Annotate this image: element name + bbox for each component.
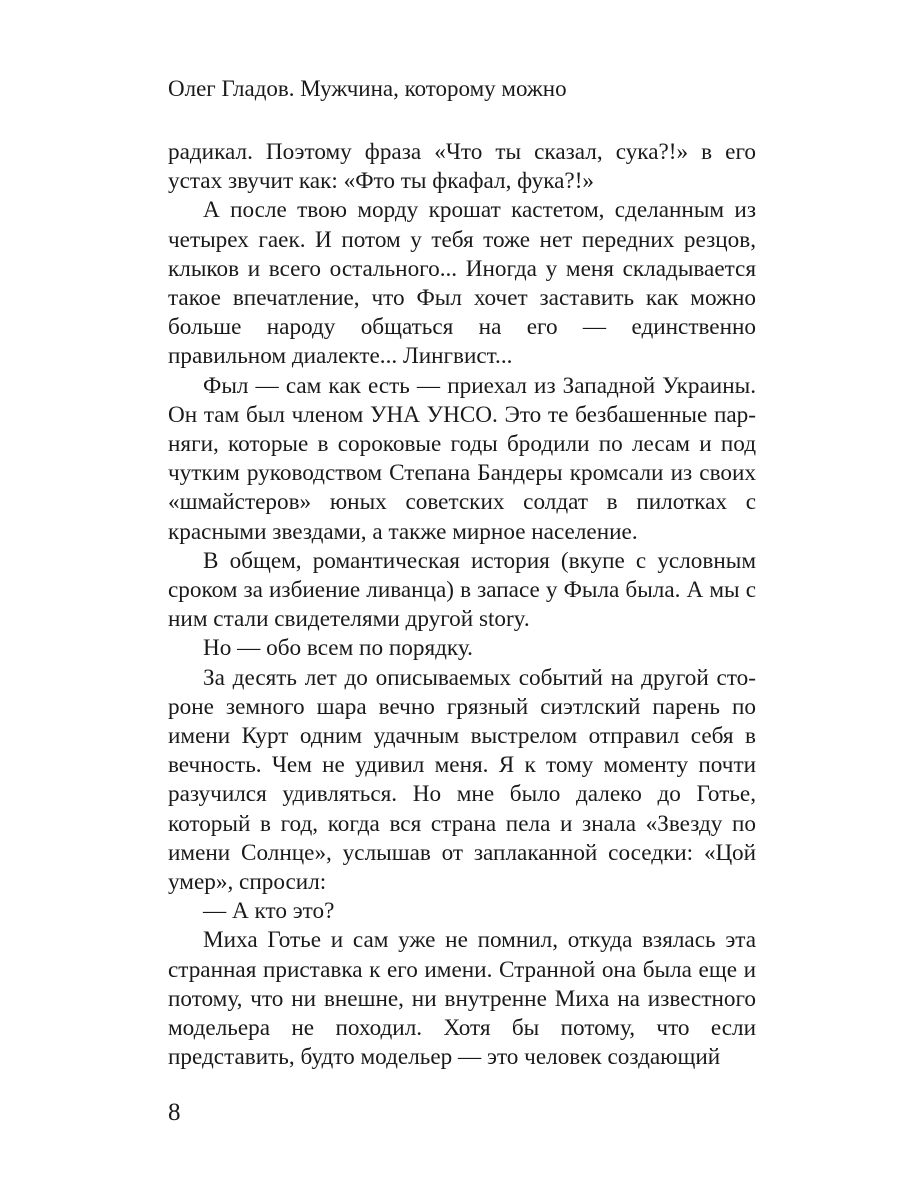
paragraph-6: За десять лет до описываемых событий на другой стороне земного шара вечно грязный сиэтлский парень по имени Курт одним удачным выстрелом отправил себя в вечность. Чем не удивил меня. Я к тому моменту почти разучился удивляться. Но мне было далеко до Готье, который в год, когда вся страна пела и знала «Звезду по имени Солнце», услышав от заплаканной соседки: «Цой умер», спросил: <box>168 664 756 896</box>
paragraph-1: радикал. Поэтому фраза «Что ты сказал, сука?!» в его устах звучит как: «Фто ты фкафал, фука?!» <box>168 139 756 195</box>
paragraph-8: Миха Готье и сам уже не помнил, откуда взялась эта странная приставка к его имени. Странной она была еще и потому, что ни внешне, ни внутренне Миха на известного модельера не походил. Хотя бы потому, что если представить, будто модельер — это человек создающий <box>168 927 756 1071</box>
paragraph-2: А после твою морду крошат кастетом, сделанным из четырех гаек. И потом у тебя тоже нет передних резцов, клыков и всего остального... Иногда у меня складывается такое впечатление, что Фыл хочет заставить как можно больше народу общаться на его — единственно правильном диалекте... Лингвист... <box>168 197 756 370</box>
paragraph-5: Но — обо всем по порядку. <box>203 635 473 662</box>
running-header: Олег Гладов. Мужчина, которому можно <box>168 76 567 101</box>
paragraph-3: Фыл — сам как есть — приехал из Западной Украины. Он там был членом УНА УНСО. Это те безбашенные парняги, которые в сороковые годы бродили по лесам и под чутким руководством Степана Бандеры кромсали из своих «шмайстеров» юных советских солдат в пилотках с красными звездами, а также мирное население. <box>168 372 756 545</box>
page-number: 8 <box>168 1099 181 1126</box>
paragraph-7: — А кто это? <box>203 898 335 925</box>
body-text <box>168 138 756 1073</box>
paragraph-4: В общем, романтическая история (вкупе с условным сроком за избиение ливанца) в запасе у Фыла была. А мы с ним стали свидетелями другой story. <box>168 547 756 633</box>
